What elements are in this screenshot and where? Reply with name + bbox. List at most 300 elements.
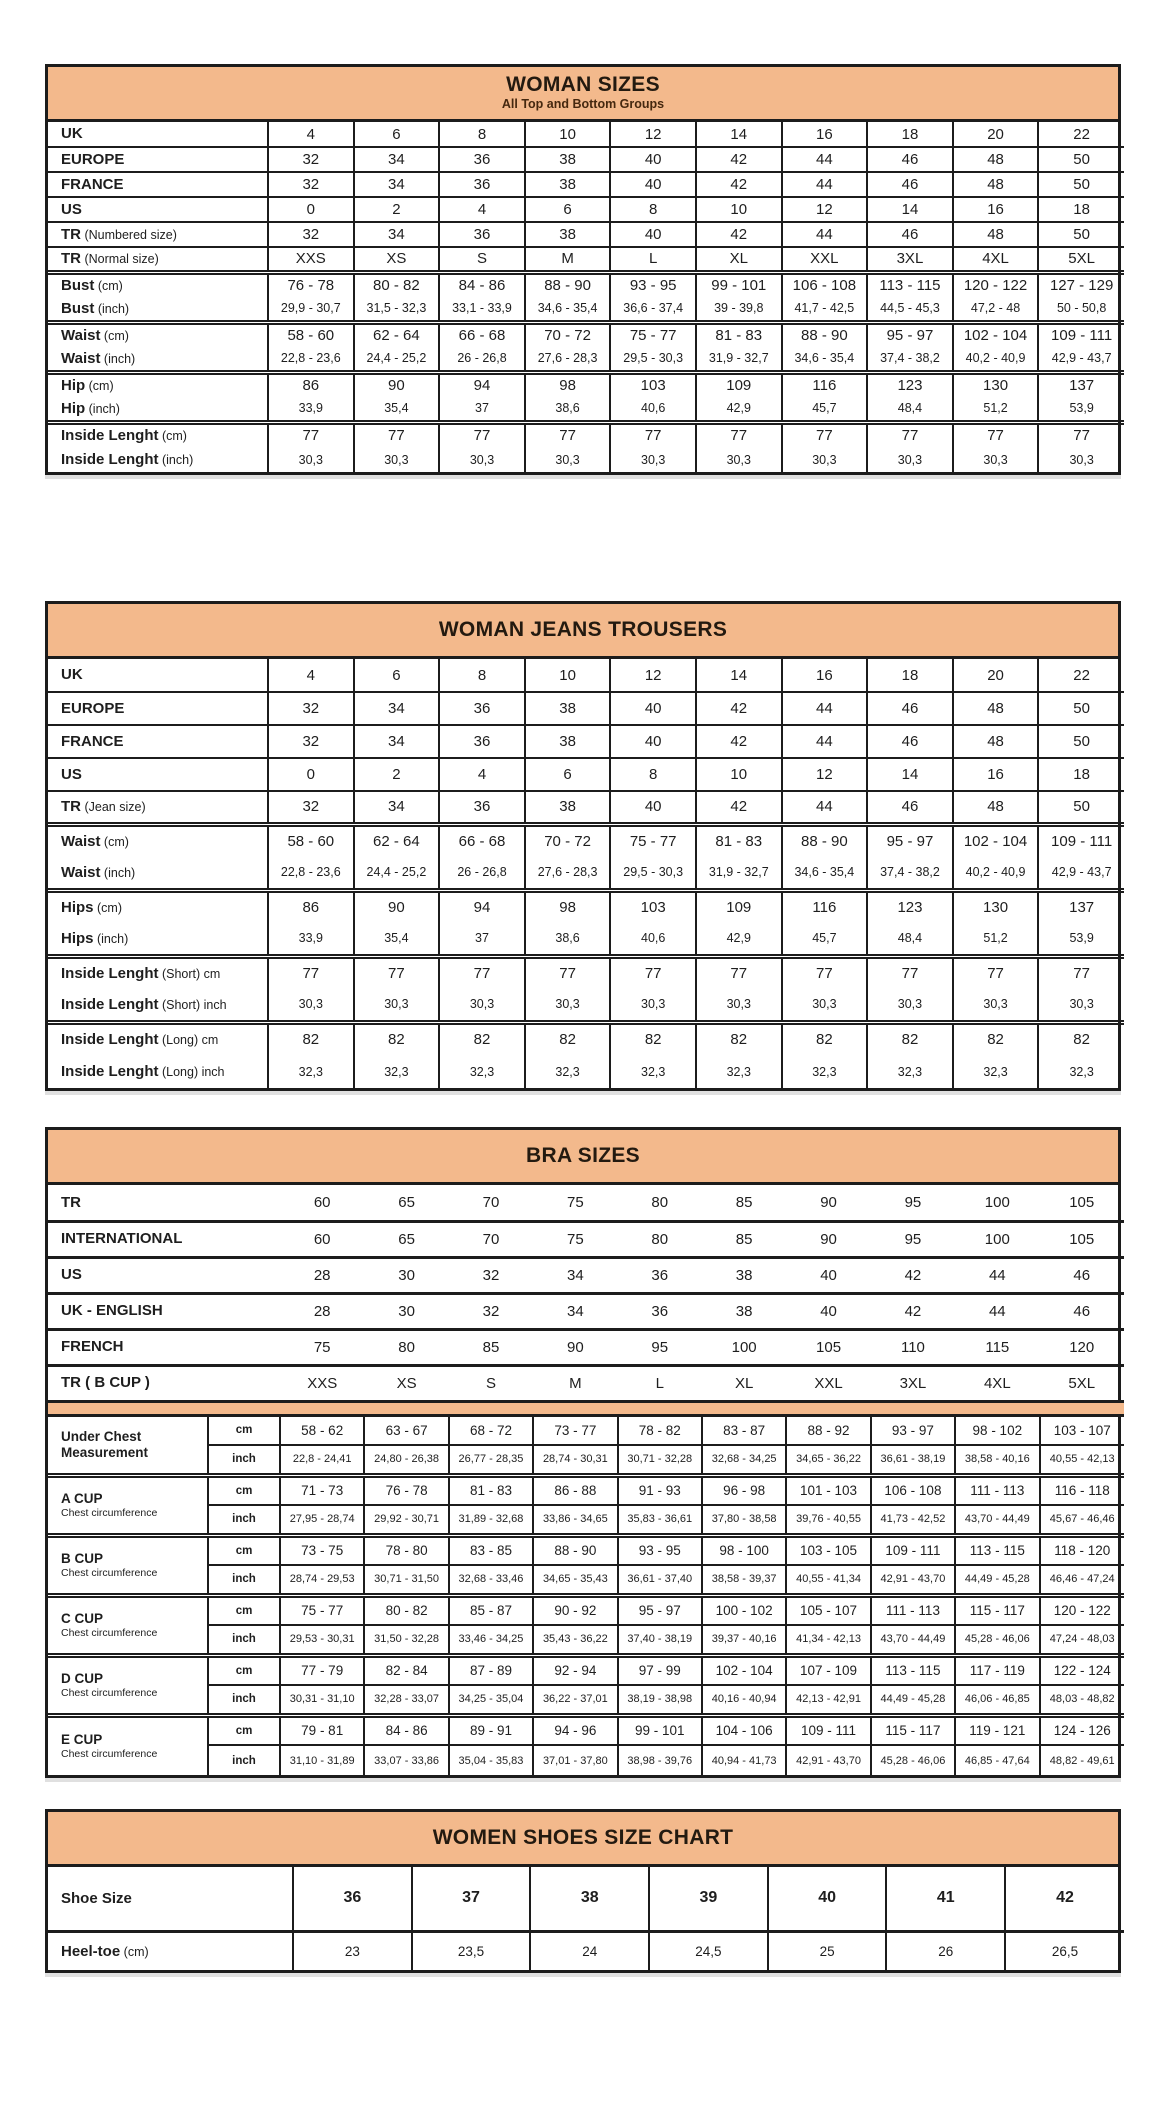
value-cell: 103	[610, 372, 696, 397]
value-cell: 81 - 83	[449, 1475, 533, 1505]
row-label-cell: Hip (cm)	[48, 372, 268, 397]
value-cell: 40	[610, 791, 696, 824]
value-cell: 33,46 - 34,25	[449, 1625, 533, 1655]
value-cell: 33,07 - 33,86	[364, 1745, 448, 1775]
value-cell: 42,9 - 43,7	[1038, 347, 1124, 372]
table-row	[48, 758, 1124, 791]
value-cell: 82	[354, 1022, 440, 1055]
value-cell: 12	[782, 758, 868, 791]
table-row	[48, 692, 1124, 725]
value-cell: 109 - 111	[871, 1535, 955, 1565]
row-label-cell: Hips (inch)	[61, 929, 129, 947]
value-cell: 89 - 91	[449, 1715, 533, 1745]
value-cell: 78 - 80	[364, 1535, 448, 1565]
value-cell: 32	[268, 791, 354, 824]
value-cell: 32,3	[525, 1055, 611, 1088]
value-cell: 32	[268, 147, 354, 172]
value-cell: 42	[696, 725, 782, 758]
value-cell: 36	[618, 1293, 702, 1329]
value-cell: 33,86 - 34,65	[533, 1505, 617, 1535]
value-cell: 115	[955, 1329, 1039, 1365]
value-cell: 4	[268, 659, 354, 692]
value-cell: 48	[953, 147, 1039, 172]
value-cell: 16	[782, 659, 868, 692]
value-cell: 119 - 121	[955, 1715, 1039, 1745]
value-cell: 26,77 - 28,35	[449, 1445, 533, 1475]
table-row	[48, 1535, 1124, 1565]
value-cell: 35,83 - 36,61	[618, 1505, 702, 1535]
value-cell: 100	[702, 1329, 786, 1365]
row-label-cell: Shoe Size	[61, 1889, 132, 1907]
value-cell: 18	[1038, 197, 1124, 222]
value-cell: 32,3	[867, 1055, 953, 1088]
value-cell: 80	[364, 1329, 448, 1365]
value-cell: 38	[525, 725, 611, 758]
value-cell: 27,95 - 28,74	[280, 1505, 364, 1535]
value-cell: 34	[354, 222, 440, 247]
value-cell: 36	[439, 725, 525, 758]
table-title-bar	[48, 67, 1118, 122]
value-cell: 44	[782, 791, 868, 824]
table-row	[48, 1257, 1124, 1293]
row-label-cell: UK - ENGLISH	[48, 1293, 280, 1329]
value-cell: 30	[364, 1257, 448, 1293]
value-cell: 97 - 99	[618, 1655, 702, 1685]
value-cell: 25	[768, 1931, 887, 1970]
value-cell: 105	[1069, 1193, 1095, 1211]
row-label-cell: Waist (cm)	[48, 322, 268, 347]
value-cell: 48	[953, 172, 1039, 197]
value-cell: 77	[782, 956, 868, 989]
value-cell: 46	[1040, 1257, 1124, 1293]
value-cell: 5XL	[1040, 1365, 1124, 1401]
value-cell: 34	[354, 147, 440, 172]
row-label-cell: Inside Lenght (inch)	[61, 450, 194, 468]
value-cell: 34,6 - 35,4	[525, 297, 611, 322]
table-row	[48, 659, 1124, 692]
value-cell: 29,9 - 30,7	[268, 297, 354, 322]
value-cell: 58 - 62	[280, 1415, 364, 1445]
value-cell: 22	[1038, 122, 1124, 147]
value-cell: 137	[1038, 890, 1124, 923]
value-cell: XL	[702, 1365, 786, 1401]
value-cell: 31,50 - 32,28	[364, 1625, 448, 1655]
value-cell: 77	[696, 422, 782, 447]
value-cell: 46	[867, 791, 953, 824]
separator-row	[48, 1401, 1124, 1415]
value-cell: 120 - 122	[953, 272, 1039, 297]
value-cell: 18	[867, 659, 953, 692]
value-cell: 130	[953, 890, 1039, 923]
value-cell: 107 - 109	[786, 1655, 870, 1685]
value-cell: 34	[533, 1293, 617, 1329]
value-cell: 77	[1038, 422, 1124, 447]
value-cell: 35,43 - 36,22	[533, 1625, 617, 1655]
value-cell: 95 - 97	[867, 824, 953, 857]
value-cell: 110	[871, 1329, 955, 1365]
value-cell: 38	[530, 1867, 649, 1931]
value-cell: 94	[439, 890, 525, 923]
table-body	[48, 1867, 1118, 1970]
value-cell: 45,28 - 46,06	[871, 1745, 955, 1775]
value-cell: S	[439, 247, 525, 272]
value-cell: 31,5 - 32,3	[354, 297, 440, 322]
table-row	[48, 422, 1124, 447]
row-label-cell: FRANCE	[48, 172, 268, 197]
size-chart-document	[0, 64, 1121, 1973]
unit-cell: cm	[208, 1595, 280, 1625]
value-cell: 30,3	[439, 447, 525, 472]
value-cell: 30,3	[354, 989, 440, 1022]
value-cell: 34	[354, 725, 440, 758]
table-row	[48, 272, 1124, 297]
value-cell: 87 - 89	[449, 1655, 533, 1685]
unit-cell: inch	[208, 1505, 280, 1535]
value-cell: 24,80 - 26,38	[364, 1445, 448, 1475]
value-cell: 117 - 119	[955, 1655, 1039, 1685]
value-cell: 84 - 86	[439, 272, 525, 297]
value-cell: 82	[696, 1022, 782, 1055]
value-cell: 38,19 - 38,98	[618, 1685, 702, 1715]
value-cell: 91 - 93	[618, 1475, 702, 1505]
value-cell: 70 - 72	[525, 824, 611, 857]
value-cell: 82	[1038, 1022, 1124, 1055]
unit-cell: inch	[208, 1445, 280, 1475]
row-label-cell: D CUP Chest circumference	[48, 1655, 208, 1715]
value-cell: 94	[439, 372, 525, 397]
value-cell: 98	[525, 890, 611, 923]
row-label-cell: INTERNATIONAL	[48, 1221, 280, 1257]
value-cell: 50	[1038, 172, 1124, 197]
value-cell: 30	[364, 1293, 448, 1329]
value-cell: 77	[867, 422, 953, 447]
value-cell: 95 - 97	[618, 1595, 702, 1625]
value-cell: 44,49 - 45,28	[871, 1685, 955, 1715]
row-label-cell: A CUP Chest circumference	[48, 1475, 208, 1535]
value-cell: 82	[867, 1022, 953, 1055]
value-cell: 32	[449, 1293, 533, 1329]
value-cell: 32,3	[268, 1055, 354, 1088]
value-cell: 46,06 - 46,85	[955, 1685, 1039, 1715]
row-label-cell: Bust (cm)	[48, 272, 268, 297]
value-cell: 50	[1038, 147, 1124, 172]
value-cell: 38	[525, 172, 611, 197]
value-cell: 98	[525, 372, 611, 397]
value-cell: 30,3	[867, 989, 953, 1022]
value-cell: 43,70 - 44,49	[955, 1505, 1039, 1535]
value-cell: 31,10 - 31,89	[280, 1745, 364, 1775]
value-cell: 14	[696, 122, 782, 147]
value-cell: 58 - 60	[268, 824, 354, 857]
table-row	[48, 147, 1124, 172]
unit-cell: inch	[208, 1745, 280, 1775]
value-cell: 39,37 - 40,16	[702, 1625, 786, 1655]
value-cell: 68 - 72	[449, 1415, 533, 1445]
value-cell: 38	[702, 1293, 786, 1329]
row-label-cell: Inside Lenght (cm)	[48, 422, 268, 447]
value-cell: 44	[782, 692, 868, 725]
value-cell: 31,9 - 32,7	[696, 857, 782, 890]
value-cell: 70 - 72	[525, 322, 611, 347]
value-cell: 78 - 82	[618, 1415, 702, 1445]
value-cell: 41,73 - 42,52	[871, 1505, 955, 1535]
table-row	[48, 122, 1124, 147]
value-cell: 80	[651, 1193, 669, 1211]
unit-cell: inch	[208, 1565, 280, 1595]
unit-cell: inch	[208, 1625, 280, 1655]
value-cell: 32,3	[610, 1055, 696, 1088]
value-cell: 40	[610, 222, 696, 247]
row-label-cell: Bust (inch)	[61, 299, 130, 317]
value-cell: 38	[525, 692, 611, 725]
value-cell: 30,3	[268, 989, 354, 1022]
value-cell: 38	[525, 147, 611, 172]
table-row	[48, 989, 1124, 1022]
table-row	[48, 1445, 1124, 1475]
table-row	[48, 1745, 1124, 1775]
value-cell: 48,4	[867, 923, 953, 956]
row-label-cell: US	[48, 758, 268, 791]
value-cell: 53,9	[1038, 923, 1124, 956]
table-body	[48, 659, 1118, 1088]
value-cell: 34,6 - 35,4	[782, 347, 868, 372]
value-cell: 26 - 26,8	[439, 347, 525, 372]
value-cell: 86	[268, 890, 354, 923]
value-cell: 30,3	[610, 989, 696, 1022]
value-cell: 90	[354, 372, 440, 397]
value-cell: 48,82 - 49,61	[1040, 1745, 1124, 1775]
value-cell: 50	[1038, 791, 1124, 824]
value-cell: 27,6 - 28,3	[525, 857, 611, 890]
table-title: WOMAN JEANS TROUSERS	[438, 617, 728, 641]
value-cell: 100 - 102	[702, 1595, 786, 1625]
value-cell: 18	[867, 122, 953, 147]
value-cell: XS	[364, 1365, 448, 1401]
value-cell: 38,6	[525, 923, 611, 956]
value-cell: 8	[439, 122, 525, 147]
row-label-cell: US	[48, 197, 268, 222]
value-cell: 6	[354, 122, 440, 147]
table-title: WOMAN SIZES	[506, 73, 660, 97]
table-body	[48, 122, 1118, 472]
value-cell: 46,85 - 47,64	[955, 1745, 1039, 1775]
value-cell: 40,2 - 40,9	[953, 857, 1039, 890]
value-cell: 39 - 39,8	[696, 297, 782, 322]
value-cell: 48,03 - 48,82	[1040, 1685, 1124, 1715]
value-cell: 36,22 - 37,01	[533, 1685, 617, 1715]
value-cell: 123	[867, 890, 953, 923]
value-cell: 37	[412, 1867, 531, 1931]
value-cell: 42	[696, 222, 782, 247]
value-cell: 30,71 - 31,50	[364, 1565, 448, 1595]
value-cell: 120	[1040, 1329, 1124, 1365]
table-title-bar	[48, 1130, 1118, 1185]
value-cell: 30,3	[696, 989, 782, 1022]
value-cell: 93 - 95	[618, 1535, 702, 1565]
value-cell: 30,3	[696, 447, 782, 472]
size-table	[48, 659, 1124, 1088]
row-label-cell: FRENCH	[48, 1329, 280, 1365]
value-cell: 98 - 102	[955, 1415, 1039, 1445]
row-label-cell: FRANCE	[48, 725, 268, 758]
row-label-cell: E CUP Chest circumference	[48, 1715, 208, 1775]
value-cell: 105	[1040, 1221, 1124, 1257]
value-cell: 32	[268, 172, 354, 197]
table-row	[48, 397, 1124, 422]
value-cell: 44	[955, 1257, 1039, 1293]
value-cell: 32,3	[439, 1055, 525, 1088]
value-cell: 40	[610, 172, 696, 197]
table-row	[48, 791, 1124, 824]
table-body	[48, 1185, 1118, 1775]
value-cell: 76 - 78	[364, 1475, 448, 1505]
value-cell: 63 - 67	[364, 1415, 448, 1445]
value-cell: 35,4	[354, 397, 440, 422]
value-cell: 40	[786, 1293, 870, 1329]
value-cell: 82 - 84	[364, 1655, 448, 1685]
table-row	[48, 956, 1124, 989]
value-cell: XS	[354, 247, 440, 272]
value-cell: 109	[696, 372, 782, 397]
table-row	[48, 1185, 1124, 1221]
table-row	[48, 372, 1124, 397]
size-table	[48, 1185, 1124, 1775]
value-cell: 85	[735, 1193, 753, 1211]
value-cell: 83 - 87	[702, 1415, 786, 1445]
value-cell: 93 - 97	[871, 1415, 955, 1445]
table-row	[48, 857, 1124, 890]
value-cell: 85 - 87	[449, 1595, 533, 1625]
value-cell: 32,3	[782, 1055, 868, 1088]
value-cell: 32,28 - 33,07	[364, 1685, 448, 1715]
value-cell: 32,3	[953, 1055, 1039, 1088]
value-cell: 36,6 - 37,4	[610, 297, 696, 322]
value-cell: 29,5 - 30,3	[610, 347, 696, 372]
table-row	[48, 347, 1124, 372]
value-cell: 16	[782, 122, 868, 147]
value-cell: XXS	[280, 1365, 364, 1401]
value-cell: 42,9	[696, 397, 782, 422]
value-cell: 38,58 - 40,16	[955, 1445, 1039, 1475]
table-row	[48, 1293, 1124, 1329]
value-cell: 85	[449, 1329, 533, 1365]
value-cell: 40	[786, 1257, 870, 1293]
value-cell: 26,5	[1005, 1931, 1124, 1970]
table-row	[48, 1022, 1124, 1055]
value-cell: 22	[1038, 659, 1124, 692]
unit-cell: cm	[208, 1655, 280, 1685]
value-cell: 42	[871, 1257, 955, 1293]
value-cell: 120 - 122	[1040, 1595, 1124, 1625]
row-label-cell: Heel-toe (cm)	[48, 1931, 293, 1970]
value-cell: 22,8 - 23,6	[268, 857, 354, 890]
value-cell: 48,4	[867, 397, 953, 422]
value-cell: 47,2 - 48	[953, 297, 1039, 322]
row-label-cell: B CUP Chest circumference	[48, 1535, 208, 1595]
row-label-cell: TR	[61, 1193, 81, 1211]
value-cell: 82	[268, 1022, 354, 1055]
value-cell: 33,9	[268, 923, 354, 956]
value-cell: 16	[953, 197, 1039, 222]
value-cell: 34	[533, 1257, 617, 1293]
value-cell: 30,3	[610, 447, 696, 472]
value-cell: 111 - 113	[955, 1475, 1039, 1505]
value-cell: 103	[610, 890, 696, 923]
value-cell: 42	[696, 692, 782, 725]
value-cell: 30,3	[782, 989, 868, 1022]
value-cell: 46	[867, 172, 953, 197]
value-cell: 0	[268, 758, 354, 791]
value-cell: 79 - 81	[280, 1715, 364, 1745]
value-cell: 94 - 96	[533, 1715, 617, 1745]
value-cell: 40,55 - 41,34	[786, 1565, 870, 1595]
value-cell: 109 - 111	[1038, 322, 1124, 347]
value-cell: 10	[696, 758, 782, 791]
value-cell: 34,25 - 35,04	[449, 1685, 533, 1715]
value-cell: 48	[953, 222, 1039, 247]
row-label-cell: Hips (cm)	[48, 890, 268, 923]
value-cell: 3XL	[867, 247, 953, 272]
value-cell: 28,74 - 29,53	[280, 1565, 364, 1595]
value-cell: 82	[439, 1022, 525, 1055]
value-cell: 24	[530, 1931, 649, 1970]
value-cell: 35,4	[354, 923, 440, 956]
value-cell: 75 - 77	[610, 824, 696, 857]
value-cell: 45,67 - 46,46	[1040, 1505, 1124, 1535]
value-cell: 37,4 - 38,2	[867, 857, 953, 890]
value-cell: 42,91 - 43,70	[786, 1745, 870, 1775]
value-cell: 116	[782, 372, 868, 397]
value-cell: 26 - 26,8	[439, 857, 525, 890]
value-cell: 42,13 - 42,91	[786, 1685, 870, 1715]
value-cell: 36	[439, 172, 525, 197]
value-cell: 43,70 - 44,49	[871, 1625, 955, 1655]
value-cell: 18	[1038, 758, 1124, 791]
value-cell: 37,40 - 38,19	[618, 1625, 702, 1655]
value-cell: 77	[354, 422, 440, 447]
value-cell: 90	[786, 1221, 870, 1257]
value-cell: 99 - 101	[696, 272, 782, 297]
value-cell: 30,3	[1038, 447, 1124, 472]
value-cell: 41,7 - 42,5	[782, 297, 868, 322]
table-row	[48, 1625, 1124, 1655]
unit-cell: inch	[208, 1685, 280, 1715]
value-cell: 30,71 - 32,28	[618, 1445, 702, 1475]
value-cell: 24,5	[649, 1931, 768, 1970]
value-cell: 38	[525, 222, 611, 247]
value-cell: 39	[649, 1867, 768, 1931]
value-cell: 104 - 106	[702, 1715, 786, 1745]
value-cell: 34,6 - 35,4	[782, 857, 868, 890]
value-cell: 45,7	[782, 923, 868, 956]
value-cell: 102 - 104	[702, 1655, 786, 1685]
value-cell: 38,6	[525, 397, 611, 422]
value-cell: 44	[782, 725, 868, 758]
value-cell: 6	[354, 659, 440, 692]
value-cell: 96 - 98	[702, 1475, 786, 1505]
value-cell: 99 - 101	[618, 1715, 702, 1745]
value-cell: L	[618, 1365, 702, 1401]
value-cell: 6	[525, 758, 611, 791]
unit-cell: cm	[208, 1475, 280, 1505]
value-cell: 51,2	[953, 923, 1039, 956]
table-row	[48, 322, 1124, 347]
row-label-cell: EUROPE	[48, 692, 268, 725]
size-table	[48, 1867, 1124, 1970]
value-cell: 31,89 - 32,68	[449, 1505, 533, 1535]
value-cell: 5XL	[1038, 247, 1124, 272]
value-cell: 77	[525, 422, 611, 447]
